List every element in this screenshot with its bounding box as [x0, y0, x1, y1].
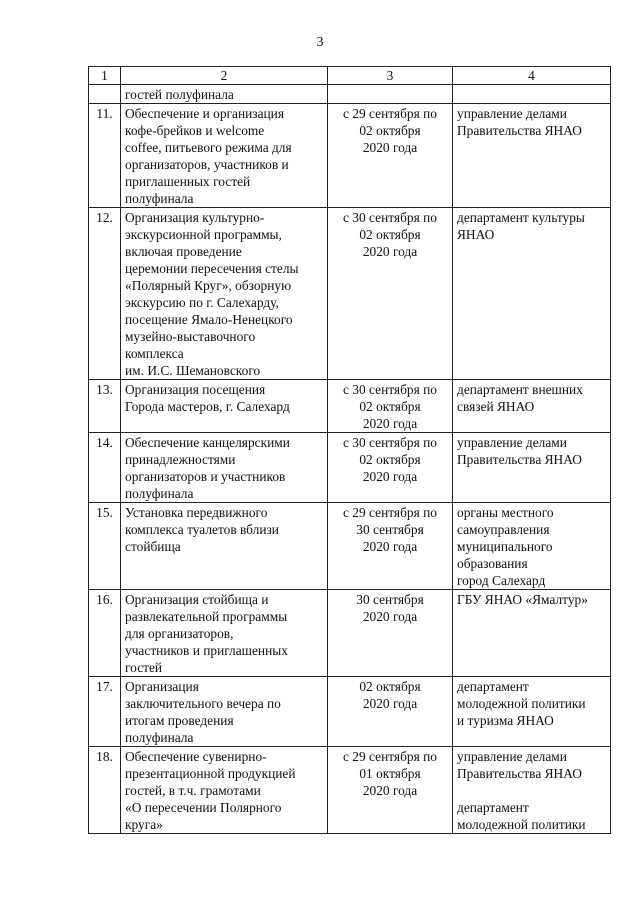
- responsible-party-cell: [453, 503, 611, 590]
- header-col-2: 2: [121, 67, 328, 85]
- event-description-cell: [121, 747, 328, 834]
- event-description-line: гостей: [125, 660, 163, 675]
- row-number: 11.: [89, 104, 121, 208]
- event-description-line: музейно-выставочного: [125, 329, 256, 344]
- row-number: 18.: [89, 747, 121, 834]
- event-dates-line: 2020 года: [362, 539, 418, 554]
- responsible-party-line: молодежной политики: [457, 696, 586, 711]
- responsible-party-line: органы местного: [457, 505, 554, 520]
- responsible-party-line: Правительства ЯНАО: [457, 452, 582, 467]
- event-description-line: Обеспечение и организация: [125, 106, 285, 121]
- continuation-text: гостей полуфинала: [125, 87, 234, 102]
- responsible-party-cell: [453, 208, 611, 380]
- continuation-row: [89, 85, 611, 104]
- row-number: 12.: [89, 208, 121, 380]
- responsible-party-line: и туризма ЯНАО: [457, 713, 554, 728]
- event-description-line: экскурсионной программы,: [125, 227, 282, 242]
- event-description-line: Организация посещения: [125, 382, 266, 397]
- event-description-line: им. И.С. Шемановского: [125, 363, 261, 378]
- table-row: [89, 380, 611, 433]
- event-dates-cell: [328, 503, 453, 590]
- event-description-line: презентационной продукцией: [125, 766, 296, 781]
- table-row: [89, 208, 611, 380]
- responsible-party-line: связей ЯНАО: [457, 399, 535, 414]
- table-row: [89, 677, 611, 747]
- responsible-party-cell: [453, 747, 611, 834]
- event-description-line: Организация культурно-: [125, 210, 265, 225]
- event-dates-line: с 30 сентября по: [343, 435, 437, 450]
- event-description-line: посещение Ямало-Ненецкого: [125, 312, 293, 327]
- event-description-line: организаторов и участников: [125, 469, 286, 484]
- event-description-line: итогам проведения: [125, 713, 234, 728]
- event-description-line: «Полярный Круг», обзорную: [125, 278, 292, 293]
- event-description-line: coffee, питьевого режима для: [125, 140, 292, 155]
- table-row: [89, 433, 611, 503]
- event-dates-line: 2020 года: [362, 140, 418, 155]
- event-dates-line: 30 сентября: [356, 522, 424, 537]
- responsible-party-line: образования: [457, 556, 528, 571]
- event-plan-table: [88, 66, 611, 834]
- event-dates-line: 2020 года: [362, 696, 418, 711]
- responsible-party-line: ГБУ ЯНАО «Ямалтур»: [457, 592, 588, 607]
- event-description-line: комплекса туалетов вблизи: [125, 522, 279, 537]
- row-number: 14.: [89, 433, 121, 503]
- table-row: [89, 747, 611, 834]
- event-description-cell: [121, 433, 328, 503]
- event-description-line: церемонии пересечения стелы: [125, 261, 299, 276]
- table-row: [89, 503, 611, 590]
- event-description-cell: [121, 104, 328, 208]
- header-col-1: 1: [89, 67, 121, 85]
- event-dates-line: 30 сентября: [356, 592, 424, 607]
- event-description-line: круга»: [125, 817, 163, 832]
- event-description-line: Установка передвижного: [125, 505, 268, 520]
- event-dates-line: 2020 года: [362, 469, 418, 484]
- responsible-party-line: департамент внешних: [457, 382, 583, 397]
- event-dates-cell: [328, 747, 453, 834]
- event-dates-line: с 29 сентября по: [343, 749, 437, 764]
- event-description-line: экскурсию по г. Салехарду,: [125, 295, 279, 310]
- event-description-line: стойбища: [125, 539, 181, 554]
- event-description-line: Организация: [125, 679, 199, 694]
- responsible-party-line: ЯНАО: [457, 227, 495, 242]
- event-dates-line: 2020 года: [362, 783, 418, 798]
- responsible-party-line: [457, 782, 606, 799]
- event-dates-line: 2020 года: [362, 609, 418, 624]
- responsible-party-cell: [453, 104, 611, 208]
- event-description-line: Города мастеров, г. Салехард: [125, 399, 290, 414]
- page-number: 3: [316, 35, 324, 50]
- event-dates-line: с 29 сентября по: [343, 106, 437, 121]
- responsible-party-cell: [453, 590, 611, 677]
- event-description-line: гостей, в т.ч. грамотами: [125, 783, 261, 798]
- event-dates-cell: [328, 380, 453, 433]
- responsible-party-line: муниципального: [457, 539, 553, 554]
- responsible-party-line: департамент культуры: [457, 210, 585, 225]
- event-dates-cell: [328, 433, 453, 503]
- event-description-line: участников и приглашенных: [125, 643, 288, 658]
- event-dates-line: 02 октября: [359, 399, 421, 414]
- event-dates-cell: [328, 104, 453, 208]
- event-description-line: принадлежностями: [125, 452, 236, 467]
- event-description-cell: [121, 503, 328, 590]
- event-description-cell: [121, 208, 328, 380]
- event-description-line: комплекса: [125, 346, 184, 361]
- event-description-line: развлекательной программы: [125, 609, 288, 624]
- responsible-party-cell: [453, 433, 611, 503]
- continuation-date-cell: [328, 85, 453, 104]
- event-dates-line: 2020 года: [362, 416, 418, 431]
- event-dates-line: с 30 сентября по: [343, 210, 437, 225]
- row-number: 16.: [89, 590, 121, 677]
- event-dates-line: 02 октября: [359, 452, 421, 467]
- row-number: 17.: [89, 677, 121, 747]
- event-dates-cell: [328, 677, 453, 747]
- event-dates-line: 02 октября: [359, 123, 421, 138]
- event-description-cell: [121, 380, 328, 433]
- event-description-line: Обеспечение канцелярскими: [125, 435, 290, 450]
- event-description-line: для организаторов,: [125, 626, 234, 641]
- responsible-party-cell: [453, 677, 611, 747]
- responsible-party-line: Правительства ЯНАО: [457, 766, 582, 781]
- continuation-desc-cell: [121, 85, 328, 104]
- responsible-party-line: город Салехард: [457, 573, 546, 588]
- header-col-3: 3: [328, 67, 453, 85]
- responsible-party-line: Правительства ЯНАО: [457, 123, 582, 138]
- event-description-line: «О пересечении Полярного: [125, 800, 282, 815]
- table-header-row: [89, 67, 611, 85]
- continuation-resp-cell: [453, 85, 611, 104]
- responsible-party-line: самоуправления: [457, 522, 550, 537]
- event-description-line: полуфинала: [125, 191, 194, 206]
- responsible-party-line: молодежной политики: [457, 817, 586, 832]
- responsible-party-line: департамент: [457, 679, 529, 694]
- event-dates-line: 02 октября: [359, 679, 421, 694]
- header-col-4: 4: [453, 67, 611, 85]
- event-description-line: включая проведение: [125, 244, 242, 259]
- event-dates-line: с 30 сентября по: [343, 382, 437, 397]
- event-description-line: полуфинала: [125, 486, 194, 501]
- event-description-line: Организация стойбища и: [125, 592, 269, 607]
- event-description-line: приглашенных гостей: [125, 174, 251, 189]
- event-description-cell: [121, 590, 328, 677]
- event-description-line: Обеспечение сувенирно-: [125, 749, 267, 764]
- event-dates-line: 02 октября: [359, 227, 421, 242]
- table-row: [89, 104, 611, 208]
- responsible-party-line: управление делами: [457, 435, 567, 450]
- continuation-num-cell: [89, 85, 121, 104]
- responsible-party-line: департамент: [457, 800, 529, 815]
- event-dates-line: 2020 года: [362, 244, 418, 259]
- row-number: 13.: [89, 380, 121, 433]
- event-dates-cell: [328, 590, 453, 677]
- event-dates-line: с 29 сентября по: [343, 505, 437, 520]
- event-description-cell: [121, 677, 328, 747]
- event-description-line: полуфинала: [125, 730, 194, 745]
- event-dates-line: 01 октября: [359, 766, 421, 781]
- event-description-line: кофе-брейков и welcome: [125, 123, 265, 138]
- row-number: 15.: [89, 503, 121, 590]
- event-description-line: организаторов, участников и: [125, 157, 289, 172]
- responsible-party-cell: [453, 380, 611, 433]
- responsible-party-line: управление делами: [457, 749, 567, 764]
- table-row: [89, 590, 611, 677]
- event-dates-cell: [328, 208, 453, 380]
- event-description-line: заключительного вечера по: [125, 696, 281, 711]
- responsible-party-line: управление делами: [457, 106, 567, 121]
